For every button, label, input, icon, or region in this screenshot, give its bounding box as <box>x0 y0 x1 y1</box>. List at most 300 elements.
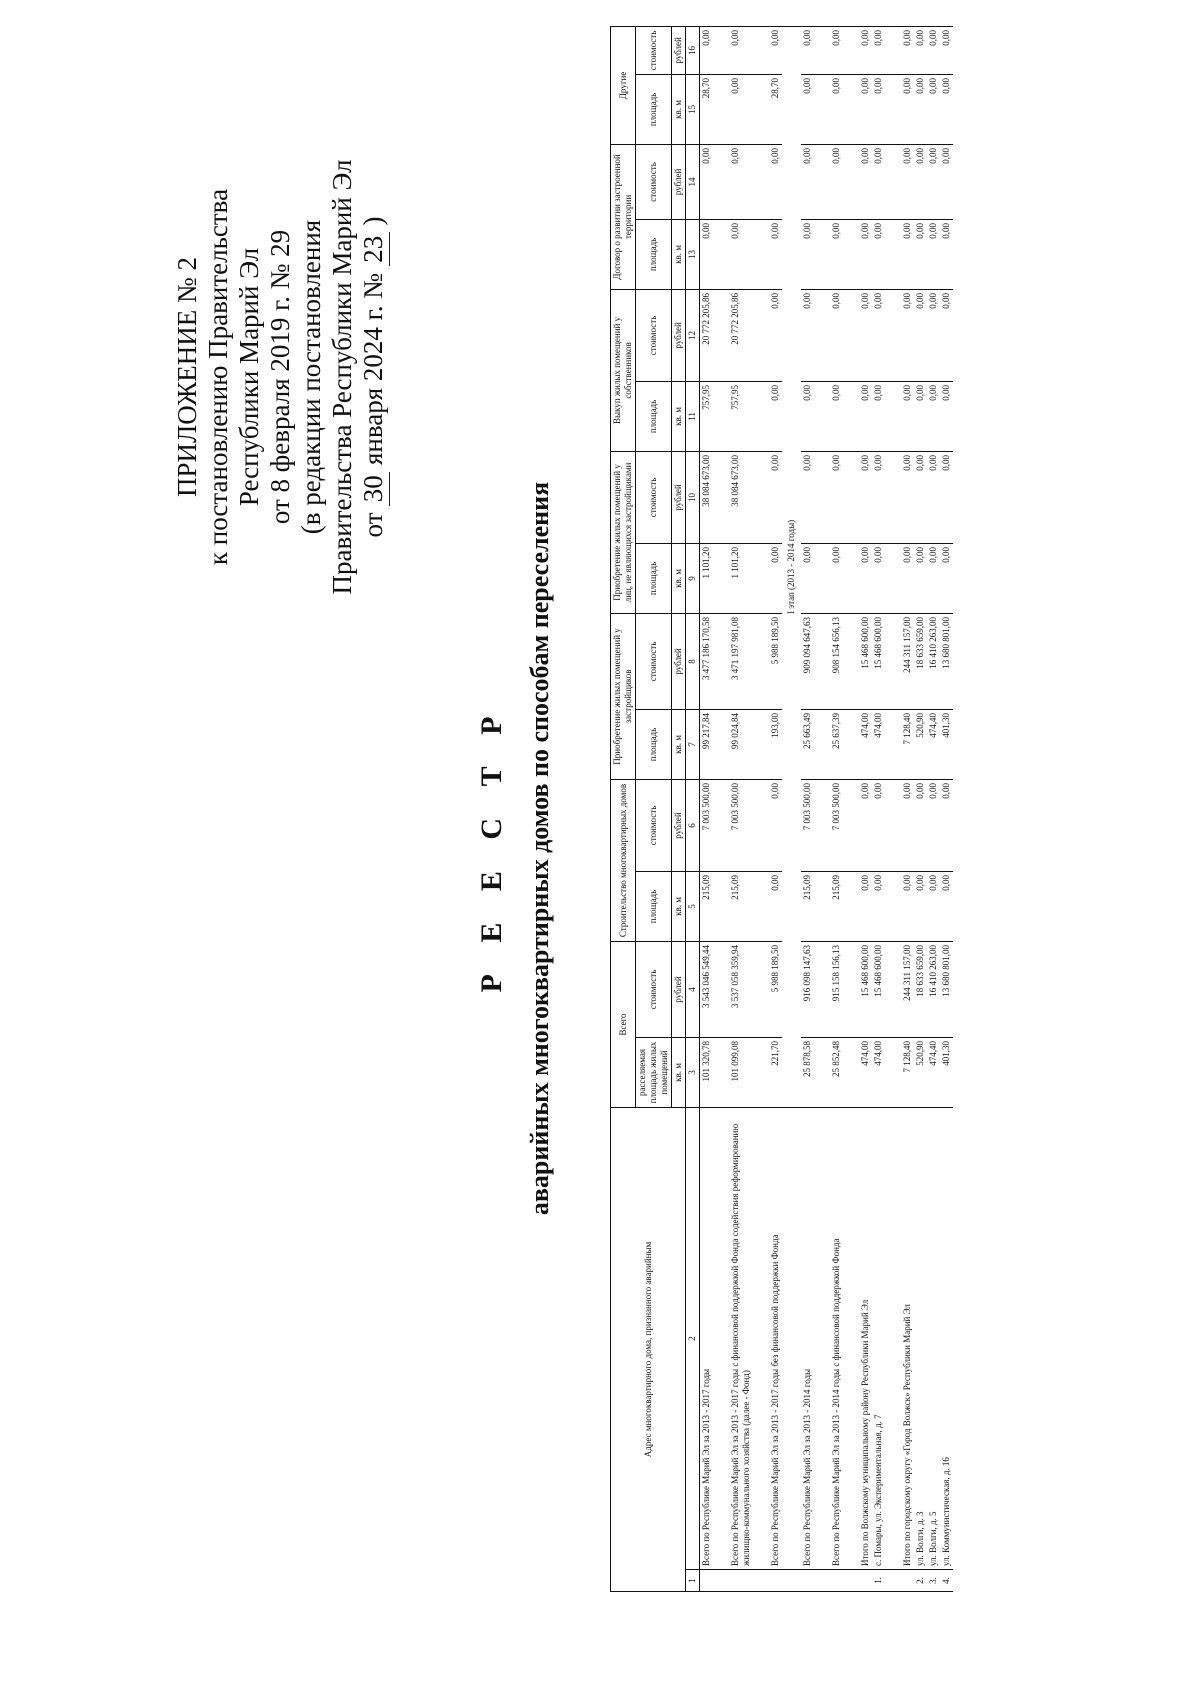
spacer-cell <box>753 543 769 613</box>
spacer-cell <box>753 871 769 941</box>
unit-rub: рублей <box>672 451 686 543</box>
value-cell: 908 154 656,13 <box>830 613 843 709</box>
column-number: 15 <box>686 74 700 144</box>
value-cell: 520,90 <box>914 1037 927 1107</box>
value-cell: 15 468 600,00 <box>859 613 872 709</box>
spacer-cell <box>885 74 901 144</box>
spacer-cell <box>885 144 901 219</box>
table-row <box>769 26 782 1591</box>
value-cell: 0,00 <box>940 144 953 219</box>
row-address: Всего по Республике Марий Эл за 2013 - 2014 годы с финансовой поддержкой Фонда <box>830 1107 843 1569</box>
column-number: 10 <box>686 451 700 543</box>
value-cell: 215,09 <box>830 871 843 941</box>
unit-rub: рублей <box>672 779 686 871</box>
appendix-line: Правительства Республики Марий Эл <box>327 159 357 595</box>
value-cell: 0,00 <box>901 779 914 871</box>
unit-sqm: кв. м <box>672 1037 686 1107</box>
header-total: Всего <box>611 941 636 1107</box>
spacer-cell <box>885 709 901 779</box>
row-number <box>700 1570 714 1592</box>
value-cell: 0,00 <box>901 219 914 289</box>
value-cell: 0,00 <box>901 26 914 74</box>
row-address: Всего по Республике Марий Эл за 2013 - 2017 годы с финансовой поддержкой Фонда содействия реформированию жилищно-коммунального хозяйства (далее - Фонд) <box>729 1107 753 1569</box>
column-number: 13 <box>686 219 700 289</box>
spacer-cell <box>885 613 901 709</box>
value-cell: 0,00 <box>859 381 872 451</box>
value-cell: 474,40 <box>927 1037 940 1107</box>
value-cell: 0,00 <box>859 543 872 613</box>
spacer-cell <box>713 779 729 871</box>
spacer-cell <box>753 219 769 289</box>
row-number: 4. <box>940 1570 953 1592</box>
spacer-cell <box>753 289 769 381</box>
row-address: Итого по Волжскому муниципальному району Республики Марий Эл <box>859 1107 872 1569</box>
value-cell: 0,00 <box>859 74 872 144</box>
value-cell: 0,00 <box>940 74 953 144</box>
value-cell: 193,00 <box>769 709 782 779</box>
spacer-cell <box>713 709 729 779</box>
value-cell: 0,00 <box>859 451 872 543</box>
column-number: 12 <box>686 289 700 381</box>
subheader-area: площадь <box>636 219 672 289</box>
value-cell: 0,00 <box>830 26 843 74</box>
value-cell: 757,95 <box>729 381 753 451</box>
value-cell: 0,00 <box>927 219 940 289</box>
spacer-cell <box>713 144 729 219</box>
date-day: 30 <box>358 472 390 506</box>
spacer-cell <box>814 219 830 289</box>
value-cell: 13 680 801,00 <box>940 613 953 709</box>
spacer-row <box>713 26 729 1591</box>
spacer-cell <box>713 1107 729 1569</box>
table-row <box>729 26 753 1591</box>
value-cell: 5 988 189,50 <box>769 613 782 709</box>
row-address: ул. Волги, д. 3 <box>914 1107 927 1569</box>
table-header <box>611 26 700 1591</box>
value-cell: 0,00 <box>927 779 940 871</box>
spacer-cell <box>713 941 729 1037</box>
value-cell: 0,00 <box>830 289 843 381</box>
unit-sqm: кв. м <box>672 871 686 941</box>
value-cell: 0,00 <box>914 451 927 543</box>
header-from-non-developers: Приобретение жилых помещений у лиц, не являющихся застройщиками <box>611 451 636 613</box>
value-cell: 0,00 <box>801 219 814 289</box>
value-cell: 99 024,84 <box>729 709 753 779</box>
value-cell: 101 320,78 <box>700 1037 714 1107</box>
value-cell: 215,09 <box>700 871 714 941</box>
appendix-line: к постановлению Правительства <box>203 188 233 566</box>
spacer-cell <box>843 451 859 543</box>
row-number: 2. <box>914 1570 927 1592</box>
spacer-cell <box>753 1570 769 1592</box>
spacer-cell <box>814 779 830 871</box>
value-cell: 474,00 <box>872 709 885 779</box>
value-cell: 7 128,40 <box>901 709 914 779</box>
value-cell: 0,00 <box>830 543 843 613</box>
value-cell: 0,00 <box>872 26 885 74</box>
spacer-row <box>753 26 769 1591</box>
row-address: с. Помары, ул. Экспериментальная, д. 7 <box>872 1107 885 1569</box>
table-row <box>901 26 914 1591</box>
value-cell: 221,70 <box>769 1037 782 1107</box>
value-cell: 0,00 <box>859 871 872 941</box>
spacer-cell <box>885 1570 901 1592</box>
spacer-cell <box>814 613 830 709</box>
value-cell: 7 003 500,00 <box>801 779 814 871</box>
unit-sqm: кв. м <box>672 543 686 613</box>
value-cell: 7 128,40 <box>901 1037 914 1107</box>
appendix-line: (в редакции постановления <box>296 219 326 535</box>
value-cell: 0,00 <box>872 543 885 613</box>
row-number <box>859 1570 872 1592</box>
value-cell: 215,09 <box>801 871 814 941</box>
value-cell: 0,00 <box>872 219 885 289</box>
value-cell: 0,00 <box>901 871 914 941</box>
value-cell: 38 084 673,00 <box>700 451 714 543</box>
value-cell: 0,00 <box>914 779 927 871</box>
spacer-cell <box>713 543 729 613</box>
spacer-cell <box>814 1107 830 1569</box>
header-other: Другие <box>611 26 636 144</box>
value-cell: 1 101,20 <box>700 543 714 613</box>
value-cell: 474,40 <box>927 709 940 779</box>
unit-sqm: кв. м <box>672 74 686 144</box>
value-cell: 0,00 <box>901 381 914 451</box>
spacer-cell <box>713 451 729 543</box>
spacer-cell <box>713 1037 729 1107</box>
value-cell: 0,00 <box>830 74 843 144</box>
column-number: 4 <box>686 941 700 1037</box>
spacer-cell <box>814 709 830 779</box>
column-number: 7 <box>686 709 700 779</box>
spacer-cell <box>885 451 901 543</box>
spacer-cell <box>885 381 901 451</box>
row-address: Всего по Республике Марий Эл за 2013 - 2014 годы <box>801 1107 814 1569</box>
value-cell: 7 003 500,00 <box>700 779 714 871</box>
subheader-cost: стоимость <box>636 26 672 74</box>
spacer-cell <box>713 289 729 381</box>
appendix-header <box>172 77 390 677</box>
value-cell: 0,00 <box>914 871 927 941</box>
value-cell: 0,00 <box>872 289 885 381</box>
value-cell: 28,70 <box>700 74 714 144</box>
value-cell: 0,00 <box>801 289 814 381</box>
value-cell: 0,00 <box>940 871 953 941</box>
spacer-cell <box>753 26 769 74</box>
value-cell: 16 410 263,00 <box>927 613 940 709</box>
spacer-cell <box>885 779 901 871</box>
spacer-cell <box>843 381 859 451</box>
row-number <box>901 1570 914 1592</box>
value-cell: 0,00 <box>872 144 885 219</box>
header-buyout: Выкуп жилых помещений у собственников <box>611 289 636 451</box>
spacer-cell <box>843 1037 859 1107</box>
spacer-cell <box>843 709 859 779</box>
row-address: Итого по городскому округу «Город Волжск» Республики Марий Эл <box>901 1107 914 1569</box>
value-cell: 0,00 <box>729 219 753 289</box>
value-cell: 5 988 189,50 <box>769 941 782 1037</box>
row-number: 1. <box>872 1570 885 1592</box>
column-number: 16 <box>686 26 700 74</box>
value-cell: 215,09 <box>729 871 753 941</box>
value-cell: 3 543 046 549,44 <box>700 941 714 1037</box>
value-cell: 757,95 <box>700 381 714 451</box>
spacer-cell <box>843 779 859 871</box>
row-number <box>782 1570 801 1592</box>
value-cell: 0,00 <box>769 26 782 74</box>
subheader-area: площадь <box>636 74 672 144</box>
column-number: 9 <box>686 543 700 613</box>
value-cell: 15 468 600,00 <box>859 941 872 1037</box>
value-cell: 1 101,20 <box>729 543 753 613</box>
value-cell: 0,00 <box>914 144 927 219</box>
spacer-cell <box>814 941 830 1037</box>
value-cell: 244 311 157,00 <box>901 941 914 1037</box>
value-cell: 0,00 <box>914 74 927 144</box>
value-cell: 0,00 <box>769 289 782 381</box>
column-number: 11 <box>686 381 700 451</box>
column-number-row <box>686 26 700 1591</box>
spacer-row <box>843 26 859 1591</box>
row-address: ул. Волги, д. 5 <box>927 1107 940 1569</box>
stage-label: I этап (2013 - 2014 годы) <box>782 26 801 1107</box>
row-number <box>801 1570 814 1592</box>
value-cell: 0,00 <box>872 74 885 144</box>
value-cell: 0,00 <box>927 451 940 543</box>
value-cell: 0,00 <box>859 219 872 289</box>
spacer-cell <box>814 451 830 543</box>
value-cell: 0,00 <box>901 543 914 613</box>
spacer-cell <box>843 74 859 144</box>
spacer-cell <box>843 219 859 289</box>
unit-sqm: кв. м <box>672 709 686 779</box>
value-cell: 3 537 058 359,94 <box>729 941 753 1037</box>
unit-rub: рублей <box>672 613 686 709</box>
subheader-cost: стоимость <box>636 289 672 381</box>
subheader-area: площадь <box>636 381 672 451</box>
unit-rub: рублей <box>672 26 686 74</box>
spacer-cell <box>814 1570 830 1592</box>
row-address: ул. Коммунистическая, д. 16 <box>940 1107 953 1569</box>
value-cell: 3 477 186 170,58 <box>700 613 714 709</box>
spacer-cell <box>814 74 830 144</box>
spacer-cell <box>713 74 729 144</box>
value-cell: 38 084 673,00 <box>729 451 753 543</box>
spacer-cell <box>713 381 729 451</box>
value-cell: 0,00 <box>729 144 753 219</box>
value-cell: 101 099,08 <box>729 1037 753 1107</box>
row-address: Всего по Республике Марий Эл за 2013 - 2017 годы <box>700 1107 714 1569</box>
row-number <box>830 1570 843 1592</box>
table-row <box>914 26 927 1591</box>
value-cell: 0,00 <box>914 289 927 381</box>
value-cell: 20 772 205,86 <box>700 289 714 381</box>
value-cell: 0,00 <box>940 219 953 289</box>
value-cell: 25 852,48 <box>830 1037 843 1107</box>
appendix-line: ПРИЛОЖЕНИЕ № 2 <box>172 256 202 498</box>
spacer-cell <box>885 26 901 74</box>
appendix-line: от 8 февраля 2019 г. № 29 <box>265 229 295 525</box>
value-cell: 0,00 <box>872 871 885 941</box>
value-cell: 0,00 <box>830 219 843 289</box>
value-cell: 474,00 <box>859 709 872 779</box>
spacer-cell <box>753 613 769 709</box>
value-cell: 0,00 <box>901 74 914 144</box>
spacer-cell <box>713 219 729 289</box>
value-cell: 0,00 <box>700 144 714 219</box>
spacer-cell <box>713 26 729 74</box>
column-number: 3 <box>686 1037 700 1107</box>
spacer-cell <box>713 871 729 941</box>
spacer-cell <box>753 1037 769 1107</box>
subheader-cost: стоимость <box>636 613 672 709</box>
value-cell: 0,00 <box>859 144 872 219</box>
subheader-cost: стоимость <box>636 941 672 1037</box>
value-cell: 0,00 <box>914 26 927 74</box>
value-cell: 0,00 <box>927 74 940 144</box>
row-address: Всего по Республике Марий Эл за 2013 - 2017 годы без финансовой поддержки Фонда <box>769 1107 782 1569</box>
value-cell: 0,00 <box>801 543 814 613</box>
value-cell: 0,00 <box>801 144 814 219</box>
decree-number: 23 <box>358 232 390 266</box>
value-cell: 16 410 263,00 <box>927 941 940 1037</box>
value-cell: 0,00 <box>729 26 753 74</box>
value-cell: 0,00 <box>801 451 814 543</box>
spacer-cell <box>814 543 830 613</box>
spacer-cell <box>843 613 859 709</box>
stage-row <box>782 26 801 1591</box>
value-cell: 474,00 <box>859 1037 872 1107</box>
spacer-cell <box>885 941 901 1037</box>
subheader-area: площадь <box>636 871 672 941</box>
spacer-cell <box>814 144 830 219</box>
value-cell: 99 217,84 <box>700 709 714 779</box>
value-cell: 0,00 <box>940 779 953 871</box>
subheader-resettled-area: расселяемая площадь жилых помещений <box>636 1037 672 1107</box>
value-cell: 0,00 <box>940 381 953 451</box>
spacer-cell <box>843 289 859 381</box>
value-cell: 3 471 197 981,08 <box>729 613 753 709</box>
value-cell: 0,00 <box>872 779 885 871</box>
table-row <box>801 26 814 1591</box>
document-subtitle: аварийных многоквартирных домов по способам переселения <box>525 481 554 1216</box>
value-cell: 909 094 647,63 <box>801 613 814 709</box>
value-cell: 0,00 <box>914 219 927 289</box>
value-cell: 0,00 <box>901 289 914 381</box>
header-territory: Договор о развитии застроенной территории <box>611 144 636 289</box>
value-cell: 244 311 157,00 <box>901 613 914 709</box>
table-row <box>872 26 885 1591</box>
value-cell: 18 633 659,00 <box>914 613 927 709</box>
table-row <box>940 26 953 1591</box>
spacer-cell <box>843 1107 859 1569</box>
value-cell: 25 663,49 <box>801 709 814 779</box>
spacer-cell <box>843 871 859 941</box>
appendix-date-line <box>358 77 390 677</box>
value-cell: 0,00 <box>940 543 953 613</box>
header-from-developers: Приобретение жилых помещений у застройщиков <box>611 613 636 779</box>
value-cell: 915 158 156,13 <box>830 941 843 1037</box>
value-cell: 401,30 <box>940 1037 953 1107</box>
value-cell: 0,00 <box>927 381 940 451</box>
spacer-cell <box>814 381 830 451</box>
value-cell: 0,00 <box>927 289 940 381</box>
spacer-cell <box>753 74 769 144</box>
value-cell: 916 098 147,63 <box>801 941 814 1037</box>
value-cell: 0,00 <box>914 543 927 613</box>
row-number <box>769 1570 782 1592</box>
spacer-cell <box>843 144 859 219</box>
table-body <box>700 26 954 1591</box>
column-number: 1 <box>686 1570 700 1592</box>
value-cell: 0,00 <box>729 74 753 144</box>
value-cell: 0,00 <box>927 543 940 613</box>
value-cell: 0,00 <box>769 219 782 289</box>
spacer-cell <box>843 543 859 613</box>
unit-sqm: кв. м <box>672 381 686 451</box>
value-cell: 0,00 <box>901 451 914 543</box>
appendix-line: Республики Марий Эл <box>234 247 264 507</box>
spacer-cell <box>885 1037 901 1107</box>
registry-table <box>610 26 953 1592</box>
spacer-cell <box>885 871 901 941</box>
unit-rub: рублей <box>672 941 686 1037</box>
value-cell: 0,00 <box>801 381 814 451</box>
value-cell: 7 003 500,00 <box>729 779 753 871</box>
subheader-cost: стоимость <box>636 144 672 219</box>
unit-rub: рублей <box>672 144 686 219</box>
value-cell: 15 468 600,00 <box>872 941 885 1037</box>
header-construction: Строительство многоквартирных домов <box>611 779 636 941</box>
column-number: 5 <box>686 871 700 941</box>
value-cell: 0,00 <box>859 26 872 74</box>
row-address <box>782 1107 801 1569</box>
spacer-cell <box>814 871 830 941</box>
spacer-cell <box>753 381 769 451</box>
value-cell: 0,00 <box>872 451 885 543</box>
column-number: 2 <box>686 1107 700 1569</box>
value-cell: 0,00 <box>830 451 843 543</box>
table-row <box>830 26 843 1591</box>
value-cell: 401,30 <box>940 709 953 779</box>
value-cell: 0,00 <box>940 289 953 381</box>
value-cell: 28,70 <box>769 74 782 144</box>
subheader-cost: стоимость <box>636 779 672 871</box>
column-number: 14 <box>686 144 700 219</box>
date-prefix: от <box>358 512 388 538</box>
value-cell: 0,00 <box>801 26 814 74</box>
table-row <box>927 26 940 1591</box>
value-cell: 18 633 659,00 <box>914 941 927 1037</box>
value-cell: 0,00 <box>700 26 714 74</box>
spacer-cell <box>753 144 769 219</box>
spacer-cell <box>885 219 901 289</box>
column-number: 8 <box>686 613 700 709</box>
spacer-cell <box>753 941 769 1037</box>
value-cell: 25 637,39 <box>830 709 843 779</box>
value-cell: 0,00 <box>830 144 843 219</box>
spacer-cell <box>753 779 769 871</box>
value-cell: 0,00 <box>940 26 953 74</box>
spacer-cell <box>885 1107 901 1569</box>
subheader-area: площадь <box>636 709 672 779</box>
date-suffix: ) <box>358 216 388 226</box>
value-cell: 25 878,58 <box>801 1037 814 1107</box>
value-cell: 13 680 801,00 <box>940 941 953 1037</box>
spacer-cell <box>814 26 830 74</box>
value-cell: 0,00 <box>859 779 872 871</box>
spacer-row <box>814 26 830 1591</box>
